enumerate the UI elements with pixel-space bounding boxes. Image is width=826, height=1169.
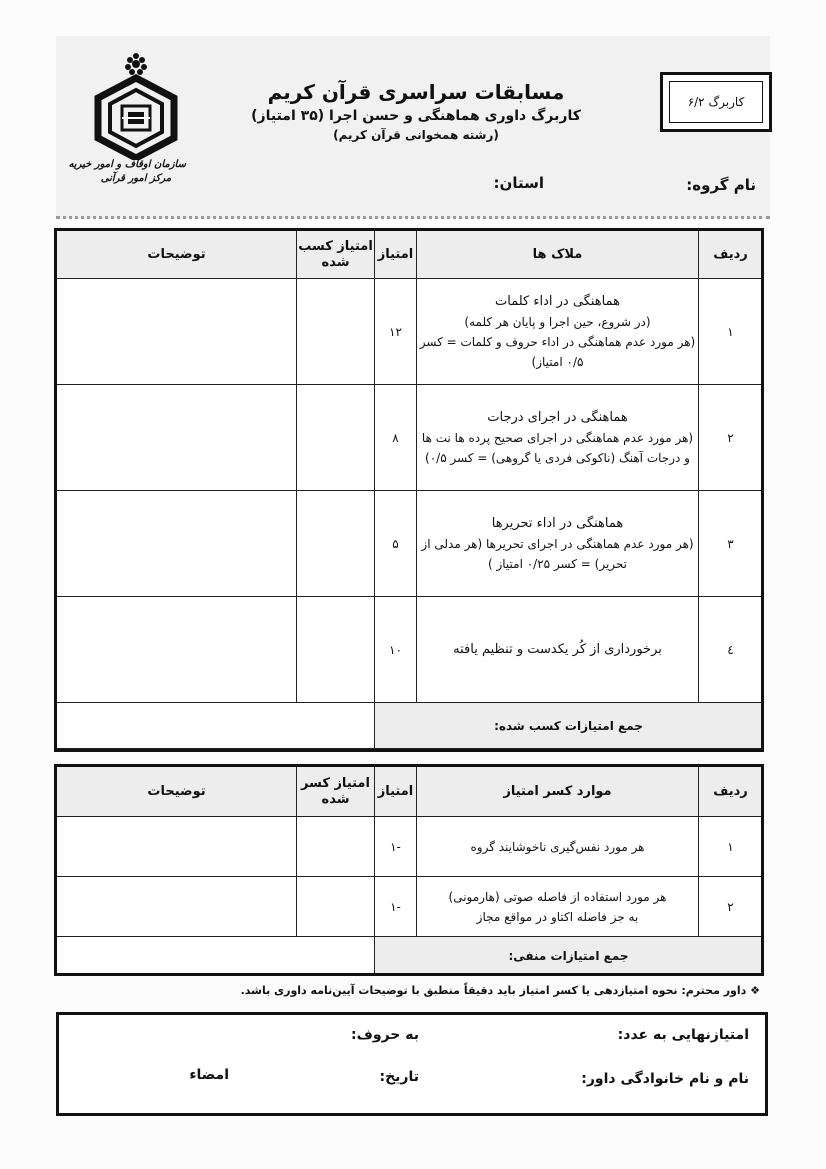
date-label: تاریخ: (379, 1069, 419, 1085)
logo (68, 50, 186, 210)
table-row (57, 877, 763, 937)
header (56, 36, 770, 219)
earned-score-cell[interactable] (297, 597, 375, 703)
table-header-row (57, 231, 763, 279)
criteria-cell (417, 279, 699, 385)
criteria-detail: و درجات آهنگ (ناکوکی فردی یا گروهی) = کسر ۰/۵) (425, 450, 690, 465)
notes-cell[interactable] (57, 385, 297, 491)
criteria-detail: تحریر) = کسر ۰/۲۵ امتیاز ) (487, 556, 628, 571)
notes-cell[interactable] (57, 877, 297, 937)
deducted-score-cell[interactable] (297, 817, 375, 877)
criteria-cell (417, 385, 699, 491)
title-block (236, 80, 596, 142)
negative-total-cell[interactable] (57, 937, 375, 975)
header-score: امتیاز (375, 767, 417, 817)
max-score: ۸ (375, 385, 417, 491)
logo-line-1: سازمان اوقاف و امور خیریه (68, 159, 186, 170)
table-row (57, 385, 763, 491)
row-number: ۱ (699, 279, 763, 385)
criteria-title: هماهنگی در اجرای درجات (487, 409, 628, 425)
signature-label: امضاء (189, 1067, 229, 1083)
discipline-label: (رشته همخوانی قرآن کریم) (333, 128, 499, 142)
deduction-cell (417, 817, 699, 877)
total-row (57, 703, 763, 749)
deduction-detail: هر مورد استفاده از فاصله صوتی (هارمونی) (448, 889, 667, 904)
deduction-cell (417, 877, 699, 937)
header-earned-score: امتیاز کسب شده (297, 231, 375, 279)
header-criteria: ملاک ها (417, 231, 699, 279)
table-row (57, 817, 763, 877)
deductions-table (56, 766, 763, 975)
criteria-detail: ۰/۵ امتیاز) (531, 354, 584, 369)
header-row-number: ردیف (699, 231, 763, 279)
final-score-box (56, 1012, 768, 1116)
deduction-detail: هر مورد نفس‌گیری ناخوشایند گروه (470, 839, 645, 854)
header-deduction-items: موارد کسر امتیاز (417, 767, 699, 817)
criteria-cell (417, 491, 699, 597)
judge-note: ❖ داور محترم: نحوه امتیازدهی یا کسر امتیاز باید دقیقاً منطبق با توضیحات آیین‌نامه داوری باشد. (240, 984, 760, 997)
header-row-number: ردیف (699, 767, 763, 817)
header-score: امتیاز (375, 231, 417, 279)
earned-score-cell[interactable] (297, 385, 375, 491)
province-label: استان: (493, 174, 544, 192)
criteria-title: هماهنگی در اداء کلمات (495, 293, 620, 309)
header-notes: توضیحات (57, 767, 297, 817)
notes-cell[interactable] (57, 817, 297, 877)
criteria-detail: (هر مورد عدم هماهنگی در اجرای تحریرها (هر مدلی از (421, 536, 694, 551)
earned-score-cell[interactable] (297, 279, 375, 385)
table-row (57, 279, 763, 385)
row-number: ۲ (699, 385, 763, 491)
row-number: ۳ (699, 491, 763, 597)
row-number: ۲ (699, 877, 763, 937)
group-name-label: نام گروه: (686, 176, 756, 194)
criteria-title: هماهنگی در اداء تحریرها (491, 515, 624, 531)
deduction-detail: به جز فاصله اکتاو در مواقع مجاز (476, 909, 639, 924)
negative-total-label: جمع امتیازات منفی: (375, 937, 763, 975)
row-number: ۱ (699, 817, 763, 877)
table-row (57, 597, 763, 703)
earned-total-cell[interactable] (57, 703, 375, 749)
final-score-label: امتیازنهایی به عدد: (617, 1027, 749, 1043)
criteria-detail: (هر مورد عدم هماهنگی در اداء حروف و کلمات = کسر (419, 334, 696, 349)
header-notes: توضیحات (57, 231, 297, 279)
max-score: ۱۲ (375, 279, 417, 385)
max-score: ۵ (375, 491, 417, 597)
header-deducted-score: امتیاز کسر شده (297, 767, 375, 817)
earned-score-cell[interactable] (297, 491, 375, 597)
logo-line-2: مرکز امور قرآنی (100, 173, 172, 184)
row-number: ٤ (699, 597, 763, 703)
criteria-cell (417, 597, 699, 703)
total-row (57, 937, 763, 975)
table-header-row (57, 767, 763, 817)
page-title: مسابقات سراسری قرآن کریم (267, 80, 565, 104)
criteria-detail: (هر مورد عدم هماهنگی در اجرای صحیح پرده ها نت ها (421, 430, 694, 445)
criteria-detail: (در شروع، حین اجرا و پایان هر کلمه) (464, 314, 651, 329)
card-code: کاربرگ ۶/۲ (669, 81, 763, 123)
awqaf-emblem-icon (86, 50, 186, 160)
in-letters-label: به حروف: (351, 1027, 419, 1043)
criteria-table (56, 230, 763, 749)
logo-text (68, 158, 186, 186)
notes-cell[interactable] (57, 597, 297, 703)
notes-cell[interactable] (57, 491, 297, 597)
card-code-box (660, 72, 772, 132)
deducted-score-cell[interactable] (297, 877, 375, 937)
deduction-score: -۱ (375, 817, 417, 877)
table-row (57, 491, 763, 597)
max-score: ۱۰ (375, 597, 417, 703)
earned-total-label: جمع امتیازات کسب شده: (375, 703, 763, 749)
judge-name-label: نام و نام خانوادگی داور: (581, 1071, 749, 1087)
notes-cell[interactable] (57, 279, 297, 385)
page-subtitle: کاربرگ داوری هماهنگی و حسن اجرا (۳۵ امتیاز) (251, 108, 581, 124)
criteria-title: برخورداری از کُر یکدست و تنظیم یافته (453, 641, 662, 657)
deduction-score: -۱ (375, 877, 417, 937)
